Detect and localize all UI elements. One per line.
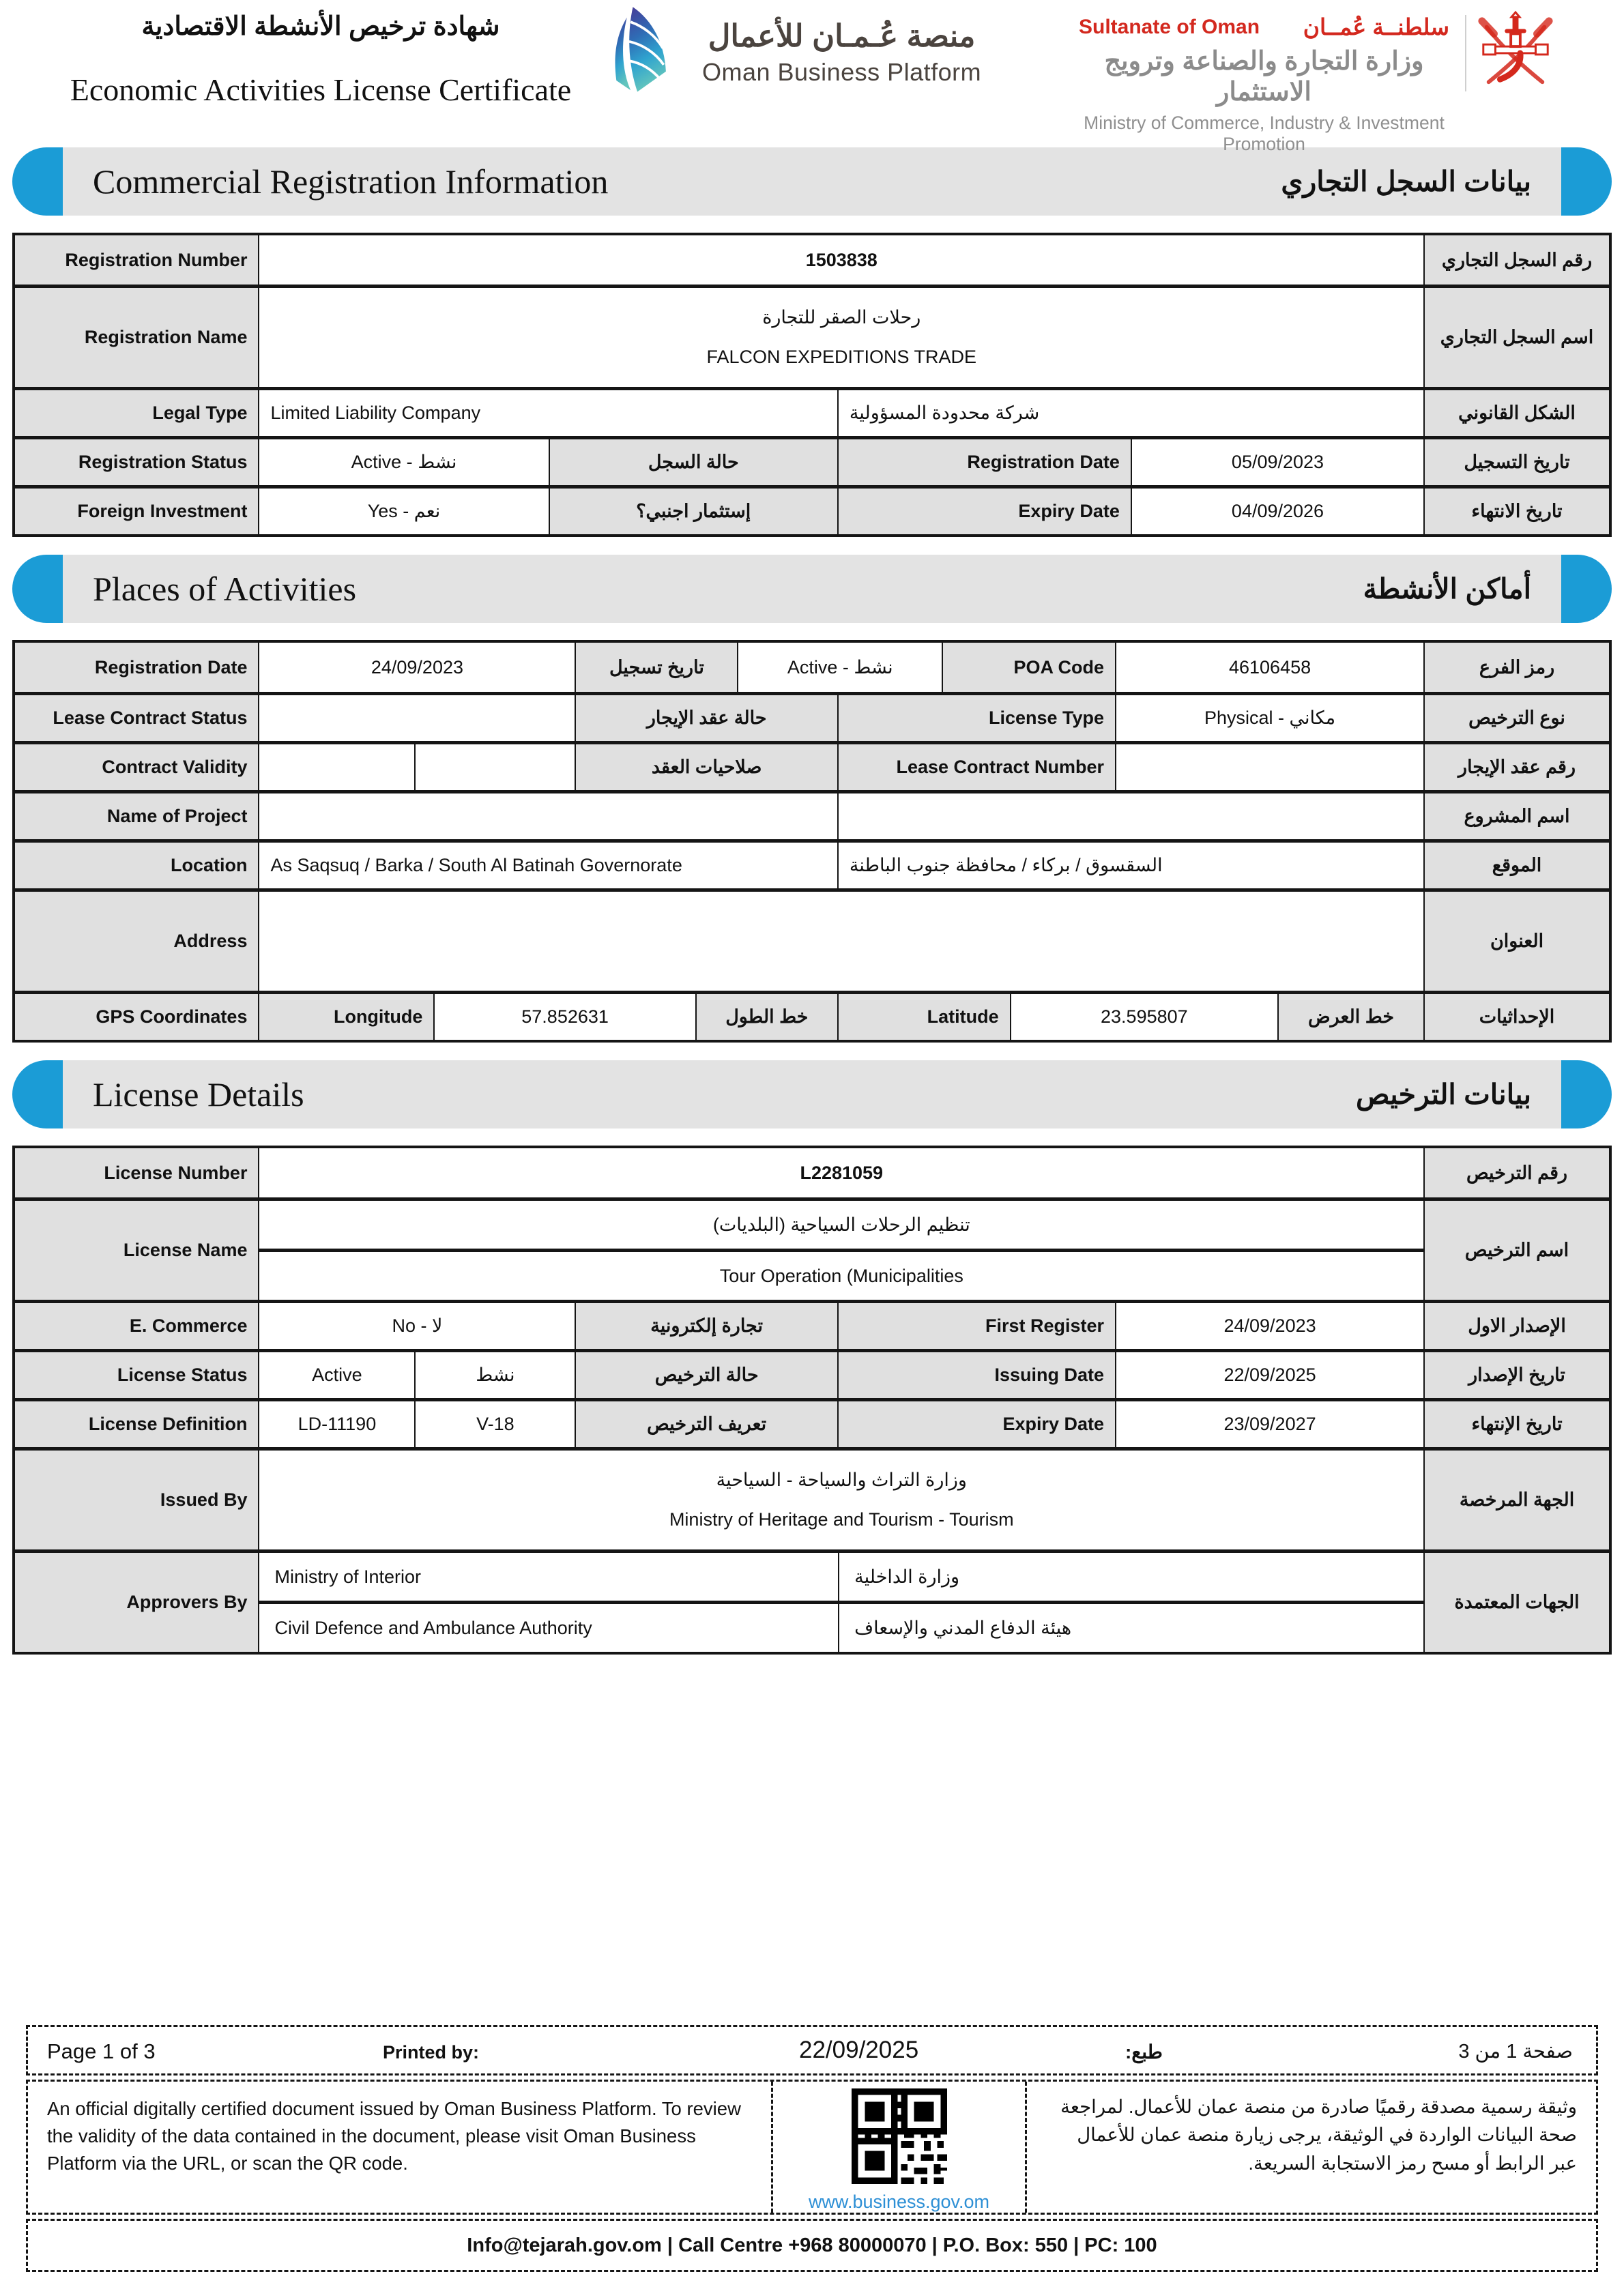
section-cap-right — [1561, 147, 1612, 216]
document-title-english: Economic Activities License Certificate — [70, 72, 572, 107]
address-label-ar: العنوان — [1423, 892, 1609, 991]
table-row — [15, 485, 1609, 534]
table-row — [15, 1148, 1609, 1197]
license-number-label: License Number — [15, 1148, 258, 1197]
location-label: Location — [15, 843, 258, 888]
approver-en: Civil Defence and Ambulance Authority — [274, 1617, 592, 1638]
registration-name-english: FALCON EXPEDITIONS TRADE — [706, 347, 977, 368]
ecommerce-sublabel-ar: تجارة إلكترونية — [575, 1303, 837, 1349]
ministry-block — [1075, 14, 1453, 155]
page-footer — [26, 2025, 1598, 2272]
approver-en: Ministry of Interior — [274, 1566, 422, 1587]
poa-registration-date-label: Registration Date — [15, 643, 258, 692]
table-row — [15, 1398, 1609, 1447]
registration-number-label-ar: رقم السجل التجاري — [1423, 235, 1609, 285]
section-title-en: License Details — [93, 1075, 304, 1113]
table-row — [15, 692, 1609, 741]
qr-column — [773, 2082, 1027, 2213]
issued-by-arabic: وزارة التراث والسياحة - السياحية — [716, 1469, 967, 1490]
license-definition-value-1: LD-11190 — [258, 1401, 414, 1447]
license-name-value — [258, 1201, 1423, 1300]
legal-type-label: Legal Type — [15, 390, 258, 436]
license-number-value: L2281059 — [258, 1148, 1423, 1197]
section-bar-license-details — [12, 1060, 1612, 1128]
license-expiry-date-value: 23/09/2027 — [1115, 1401, 1423, 1447]
foreign-investment-value: Yes - نعم — [258, 489, 548, 534]
approver-row — [259, 1553, 1423, 1601]
obp-sail-logo-icon — [609, 5, 679, 99]
contact-info: Info@tejarah.gov.om | Call Centre +968 80000070 | P.O. Box: 550 | PC: 100 — [467, 2234, 1157, 2256]
certification-notice-ar: وثيقة رسمية مصدقة رقميًا صادرة من منصة عمان للأعمال. لمراجعة صحة البيانات الواردة في الوثيقة، يرجى زيارة منصة عمان للأعمال عبر الرابط أو مسح رمز الاستجابة السريعة. — [1060, 2096, 1577, 2174]
location-value-ar: السقسوق / بركاء / محافظة جنوب الباطنة — [837, 843, 1423, 888]
approver-ar: وزارة الداخلية — [838, 1553, 1423, 1601]
ministry-name-english: Ministry of Commerce, Industry & Investment Promotion — [1084, 113, 1445, 154]
registration-number-label: Registration Number — [15, 235, 258, 285]
places-of-activities-table — [12, 640, 1612, 1043]
page-indicator-ar: صفحة 1 من 3 — [1458, 2041, 1573, 2063]
ministry-name-arabic: وزارة التجارة والصناعة وترويج الاستثمار — [1104, 47, 1424, 106]
license-definition-label: License Definition — [15, 1401, 258, 1447]
address-value — [258, 892, 1423, 991]
legal-type-value-en: Limited Liability Company — [258, 390, 837, 436]
table-row — [15, 235, 1609, 285]
latitude-label-ar: خط العرض — [1277, 994, 1423, 1040]
lease-contract-number-label: Lease Contract Number — [837, 744, 1115, 790]
document-title-arabic: شهادة ترخيص الأنشطة الاقتصادية — [141, 12, 500, 41]
expiry-date-label-ar: تاريخ الانتهاء — [1423, 489, 1609, 534]
poa-code-value: 46106458 — [1115, 643, 1423, 692]
section-bar-places-of-activities — [12, 555, 1612, 623]
document-header — [0, 0, 1624, 154]
legal-type-value-ar: شركة محدودة المسؤولية — [837, 390, 1423, 436]
page-indicator: Page 1 of 3 — [47, 2039, 156, 2063]
first-register-label-ar: الإصدار الاول — [1423, 1303, 1609, 1349]
registration-date-value: 05/09/2023 — [1131, 439, 1423, 485]
issued-by-label-ar: الجهة المرخصة — [1423, 1451, 1609, 1549]
license-definition-sublabel-ar: تعريف الترخيص — [575, 1401, 837, 1447]
foreign-investment-sublabel-ar: إستثمار اجنبي؟ — [549, 489, 837, 534]
location-value-en: As Saqsuq / Barka / South Al Batinah Governorate — [258, 843, 837, 888]
table-row — [15, 387, 1609, 436]
approver-row — [259, 1601, 1423, 1652]
issued-by-english: Ministry of Heritage and Tourism - Tourism — [669, 1509, 1014, 1530]
license-status-sublabel-ar: حالة الترخيص — [575, 1352, 837, 1398]
longitude-value: 57.852631 — [433, 994, 695, 1040]
section-bar-commercial-registration — [12, 147, 1612, 216]
latitude-label: Latitude — [837, 994, 1010, 1040]
registration-date-label-ar: تاريخ التسجيل — [1423, 439, 1609, 485]
approvers-by-label-ar: الجهات المعتمدة — [1423, 1553, 1609, 1652]
section-title-ar: أماكن الأنشطة — [1363, 573, 1531, 604]
table-row — [15, 1300, 1609, 1349]
latitude-value: 23.595807 — [1010, 994, 1277, 1040]
registration-status-sublabel-ar: حالة السجل — [549, 439, 837, 485]
name-of-project-label-ar: اسم المشروع — [1423, 793, 1609, 839]
license-status-value-ar: نشط — [414, 1352, 575, 1398]
section-cap-left — [12, 555, 63, 623]
license-name-label-ar: اسم الترخيص — [1423, 1201, 1609, 1300]
section-cap-left — [12, 147, 63, 216]
license-details-table — [12, 1146, 1612, 1655]
approvers-by-value — [258, 1553, 1423, 1652]
footer-notice-bar — [26, 2080, 1598, 2215]
issuing-date-label-ar: تاريخ الإصدار — [1423, 1352, 1609, 1398]
table-row — [15, 1549, 1609, 1652]
legal-type-label-ar: الشكل القانوني — [1423, 390, 1609, 436]
registration-status-label: Registration Status — [15, 439, 258, 485]
license-definition-value-2: V-18 — [414, 1401, 575, 1447]
obp-name-english: Oman Business Platform — [702, 58, 982, 86]
sultanate-of-oman-arabic: سلطنــة عُمــان — [1303, 14, 1449, 40]
certification-notice-en: An official digitally certified document issued by Oman Business Platform. To review the validity of the data contained in the document, please visit Oman Business Platform via the URL, or scan the QR code. — [28, 2082, 773, 2213]
license-type-label: License Type — [837, 695, 1115, 741]
expiry-date-value: 04/09/2026 — [1131, 489, 1423, 534]
lease-contract-status-sublabel-ar: حالة عقد الإيجار — [575, 695, 837, 741]
table-row — [15, 1197, 1609, 1300]
printed-date: 22/09/2025 — [799, 2037, 919, 2063]
contract-validity-sublabel-ar: صلاحيات العقد — [575, 744, 837, 790]
section-title-ar: بيانات الترخيص — [1356, 1079, 1531, 1110]
section-title-ar: بيانات السجل التجاري — [1281, 166, 1531, 197]
issuing-date-label: Issuing Date — [837, 1352, 1115, 1398]
issued-by-value — [258, 1451, 1423, 1549]
license-type-value: Physical - مكاني — [1115, 695, 1423, 741]
qr-code — [852, 2088, 947, 2187]
lease-contract-status-label: Lease Contract Status — [15, 695, 258, 741]
obp-name-arabic: منصة عُـمـان للأعمال — [708, 18, 976, 53]
location-label-ar: الموقع — [1423, 843, 1609, 888]
license-expiry-date-label-ar: تاريخ الإنتهاء — [1423, 1401, 1609, 1447]
longitude-label-ar: خط الطول — [695, 994, 837, 1040]
expiry-date-label: Expiry Date — [837, 489, 1131, 534]
gps-coordinates-label-ar: الإحداثيات — [1423, 994, 1609, 1040]
name-of-project-label: Name of Project — [15, 793, 258, 839]
lease-contract-number-value — [1115, 744, 1423, 790]
license-status-value-en: Active — [258, 1352, 414, 1398]
gps-coordinates-label: GPS Coordinates — [15, 994, 258, 1040]
table-row — [15, 741, 1609, 790]
longitude-label: Longitude — [258, 994, 433, 1040]
sultanate-line — [1075, 14, 1453, 40]
registration-name-value — [258, 288, 1423, 387]
name-of-project-value-ar — [837, 793, 1423, 839]
contract-validity-value-1 — [258, 744, 414, 790]
footer-page-bar — [26, 2025, 1598, 2075]
first-register-label: First Register — [837, 1303, 1115, 1349]
approvers-by-label: Approvers By — [15, 1553, 258, 1652]
poa-registration-date-sublabel-ar: تاريخ تسجيل — [575, 643, 737, 692]
table-row — [15, 888, 1609, 991]
printed-by-label: Printed by: — [383, 2042, 480, 2063]
sultanate-of-oman-english: Sultanate of Oman — [1079, 15, 1260, 38]
poa-registration-date-value: 24/09/2023 — [258, 643, 575, 692]
lease-contract-status-value — [258, 695, 575, 741]
license-status-label: License Status — [15, 1352, 258, 1398]
oman-national-emblem-icon — [1475, 7, 1556, 99]
contract-validity-value-2 — [414, 744, 575, 790]
lease-contract-number-label-ar: رقم عقد الإيجار — [1423, 744, 1609, 790]
print-label-ar: طبع: — [1125, 2041, 1163, 2063]
foreign-investment-label: Foreign Investment — [15, 489, 258, 534]
document-title-block — [41, 11, 600, 108]
contract-validity-label: Contract Validity — [15, 744, 258, 790]
table-row — [15, 1447, 1609, 1549]
table-row — [15, 991, 1609, 1040]
footer-contact-bar — [26, 2219, 1598, 2272]
address-label: Address — [15, 892, 258, 991]
commercial-registration-table — [12, 233, 1612, 537]
oman-business-platform-logo — [609, 5, 981, 99]
obp-logo-text — [702, 18, 981, 87]
section-title-en: Commercial Registration Information — [93, 162, 609, 201]
registration-name-label-ar: اسم السجل التجاري — [1423, 288, 1609, 387]
header-divider — [1465, 15, 1466, 91]
section-cap-right — [1561, 1060, 1612, 1128]
table-row — [15, 1349, 1609, 1398]
license-name-arabic: تنظيم الرحلات السياحية (البلديات) — [712, 1214, 970, 1235]
registration-date-label: Registration Date — [837, 439, 1131, 485]
poa-status-value: Active - نشط — [737, 643, 942, 692]
table-row — [15, 839, 1609, 888]
license-name-english: Tour Operation (Municipalities — [259, 1249, 1423, 1300]
approver-ar: هيئة الدفاع المدني والإسعاف — [838, 1604, 1423, 1652]
first-register-value: 24/09/2023 — [1115, 1303, 1423, 1349]
issued-by-label: Issued By — [15, 1451, 258, 1549]
license-type-label-ar: نوع الترخيص — [1423, 695, 1609, 741]
section-cap-left — [12, 1060, 63, 1128]
registration-number-value: 1503838 — [258, 235, 1423, 285]
name-of-project-value-en — [258, 793, 837, 839]
section-title-en: Places of Activities — [93, 570, 357, 608]
license-number-label-ar: رقم الترخيص — [1423, 1148, 1609, 1197]
table-row — [15, 643, 1609, 692]
license-name-label: License Name — [15, 1201, 258, 1300]
registration-name-arabic: رحلات الصقر للتجارة — [762, 306, 921, 327]
section-cap-right — [1561, 555, 1612, 623]
ecommerce-value: No - لا — [258, 1303, 575, 1349]
qr-url-link[interactable]: www.business.gov.om — [808, 2191, 990, 2212]
table-row — [15, 790, 1609, 839]
table-row — [15, 436, 1609, 485]
registration-name-label: Registration Name — [15, 288, 258, 387]
poa-code-label: POA Code — [942, 643, 1115, 692]
table-row — [15, 285, 1609, 387]
issuing-date-value: 22/09/2025 — [1115, 1352, 1423, 1398]
license-expiry-date-label: Expiry Date — [837, 1401, 1115, 1447]
registration-status-value: Active - نشط — [258, 439, 548, 485]
poa-code-label-ar: رمز الفرع — [1423, 643, 1609, 692]
ecommerce-label: E. Commerce — [15, 1303, 258, 1349]
